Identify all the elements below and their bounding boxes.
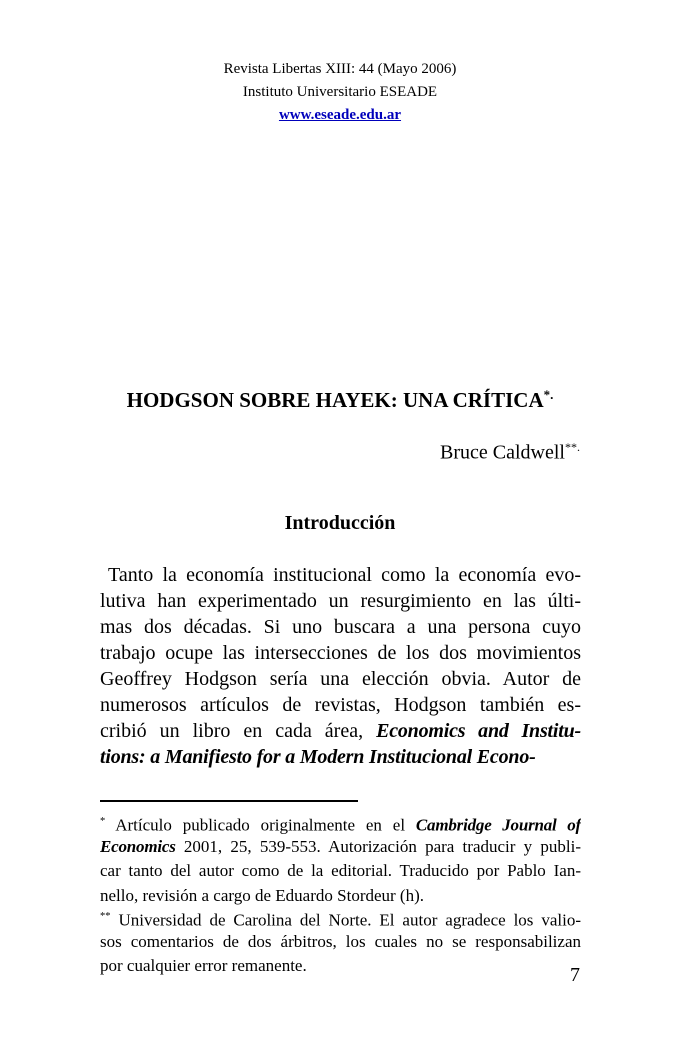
text-segment: nello, revisión a cargo de Eduardo Stordeur (h). (100, 885, 425, 905)
text-segment: trabajo ocupe las intersecciones de los dos movimientos (100, 642, 581, 664)
article-title (100, 387, 580, 413)
text-segment: cribió un libro en cada área, (100, 720, 377, 742)
title-footnote-marker: *. (543, 387, 554, 402)
text-line (100, 859, 581, 884)
footnote-separator (100, 800, 358, 802)
text-line (100, 640, 581, 666)
text-segment: Tanto la economía institucional como la economía evo- (108, 564, 581, 586)
text-line (100, 835, 581, 860)
text-segment: Artículo publicado originalmente en el (105, 815, 416, 835)
text-line (100, 562, 581, 588)
text-segment: mas dos décadas. Si uno buscara a una persona cuyo (100, 616, 581, 638)
text-line (100, 810, 581, 835)
text-segment: Geoffrey Hodgson sería una elección obvia. Autor de (100, 668, 581, 690)
text-segment: car tanto del autor como de la editorial. Traducido por Pablo Ian- (100, 861, 581, 880)
journal-title: Revista Libertas XIII: 44 (Mayo 2006) (223, 61, 457, 77)
footnote-2 (100, 905, 581, 979)
author-footnote-marker: **. (565, 440, 580, 454)
footnote-marker: * (100, 816, 106, 827)
text-segment: Economics and Institu- (376, 720, 581, 742)
text-segment: Universidad de Carolina del Norte. El autor agradece los valio- (110, 910, 581, 930)
page-number: 7 (570, 964, 580, 986)
text-segment: 2001, 25, 539-553. Autorización para traducir y publi- (175, 836, 581, 856)
text-line (100, 588, 581, 614)
text-line (100, 930, 581, 955)
author-line (100, 440, 580, 465)
article-title-text: HODGSON SOBRE HAYEK: UNA CRÍTICA (126, 388, 544, 412)
text-segment: por cualquier error remanente. (100, 956, 307, 975)
author-name: Bruce Caldwell (440, 441, 565, 464)
text-segment: lutiva han experimentado un resurgimiento en las últi- (100, 590, 581, 612)
text-line (100, 905, 581, 930)
text-segment: Cambridge Journal of (415, 815, 581, 835)
text-segment: sos comentarios de dos árbitros, los cuales no se responsabilizan (100, 931, 581, 951)
text-line (100, 954, 581, 979)
text-line (100, 744, 581, 770)
text-line (100, 614, 581, 640)
text-line (100, 666, 581, 692)
text-line (100, 692, 581, 718)
institute-name: Instituto Universitario ESEADE (242, 84, 438, 100)
section-heading: Introducción (284, 512, 396, 534)
text-segment: Economics (100, 836, 176, 856)
website-link[interactable]: www.eseade.edu.ar (278, 107, 402, 123)
body-paragraph (100, 562, 581, 770)
footnote-1 (100, 810, 581, 908)
text-segment: numerosos artículos de revistas, Hodgson también es- (100, 694, 581, 716)
text-line (100, 718, 581, 744)
footnote-marker: ** (100, 911, 111, 922)
page-header (100, 58, 580, 127)
text-segment: tions: a Manifiesto for a Modern Institucional Econo- (100, 746, 536, 768)
